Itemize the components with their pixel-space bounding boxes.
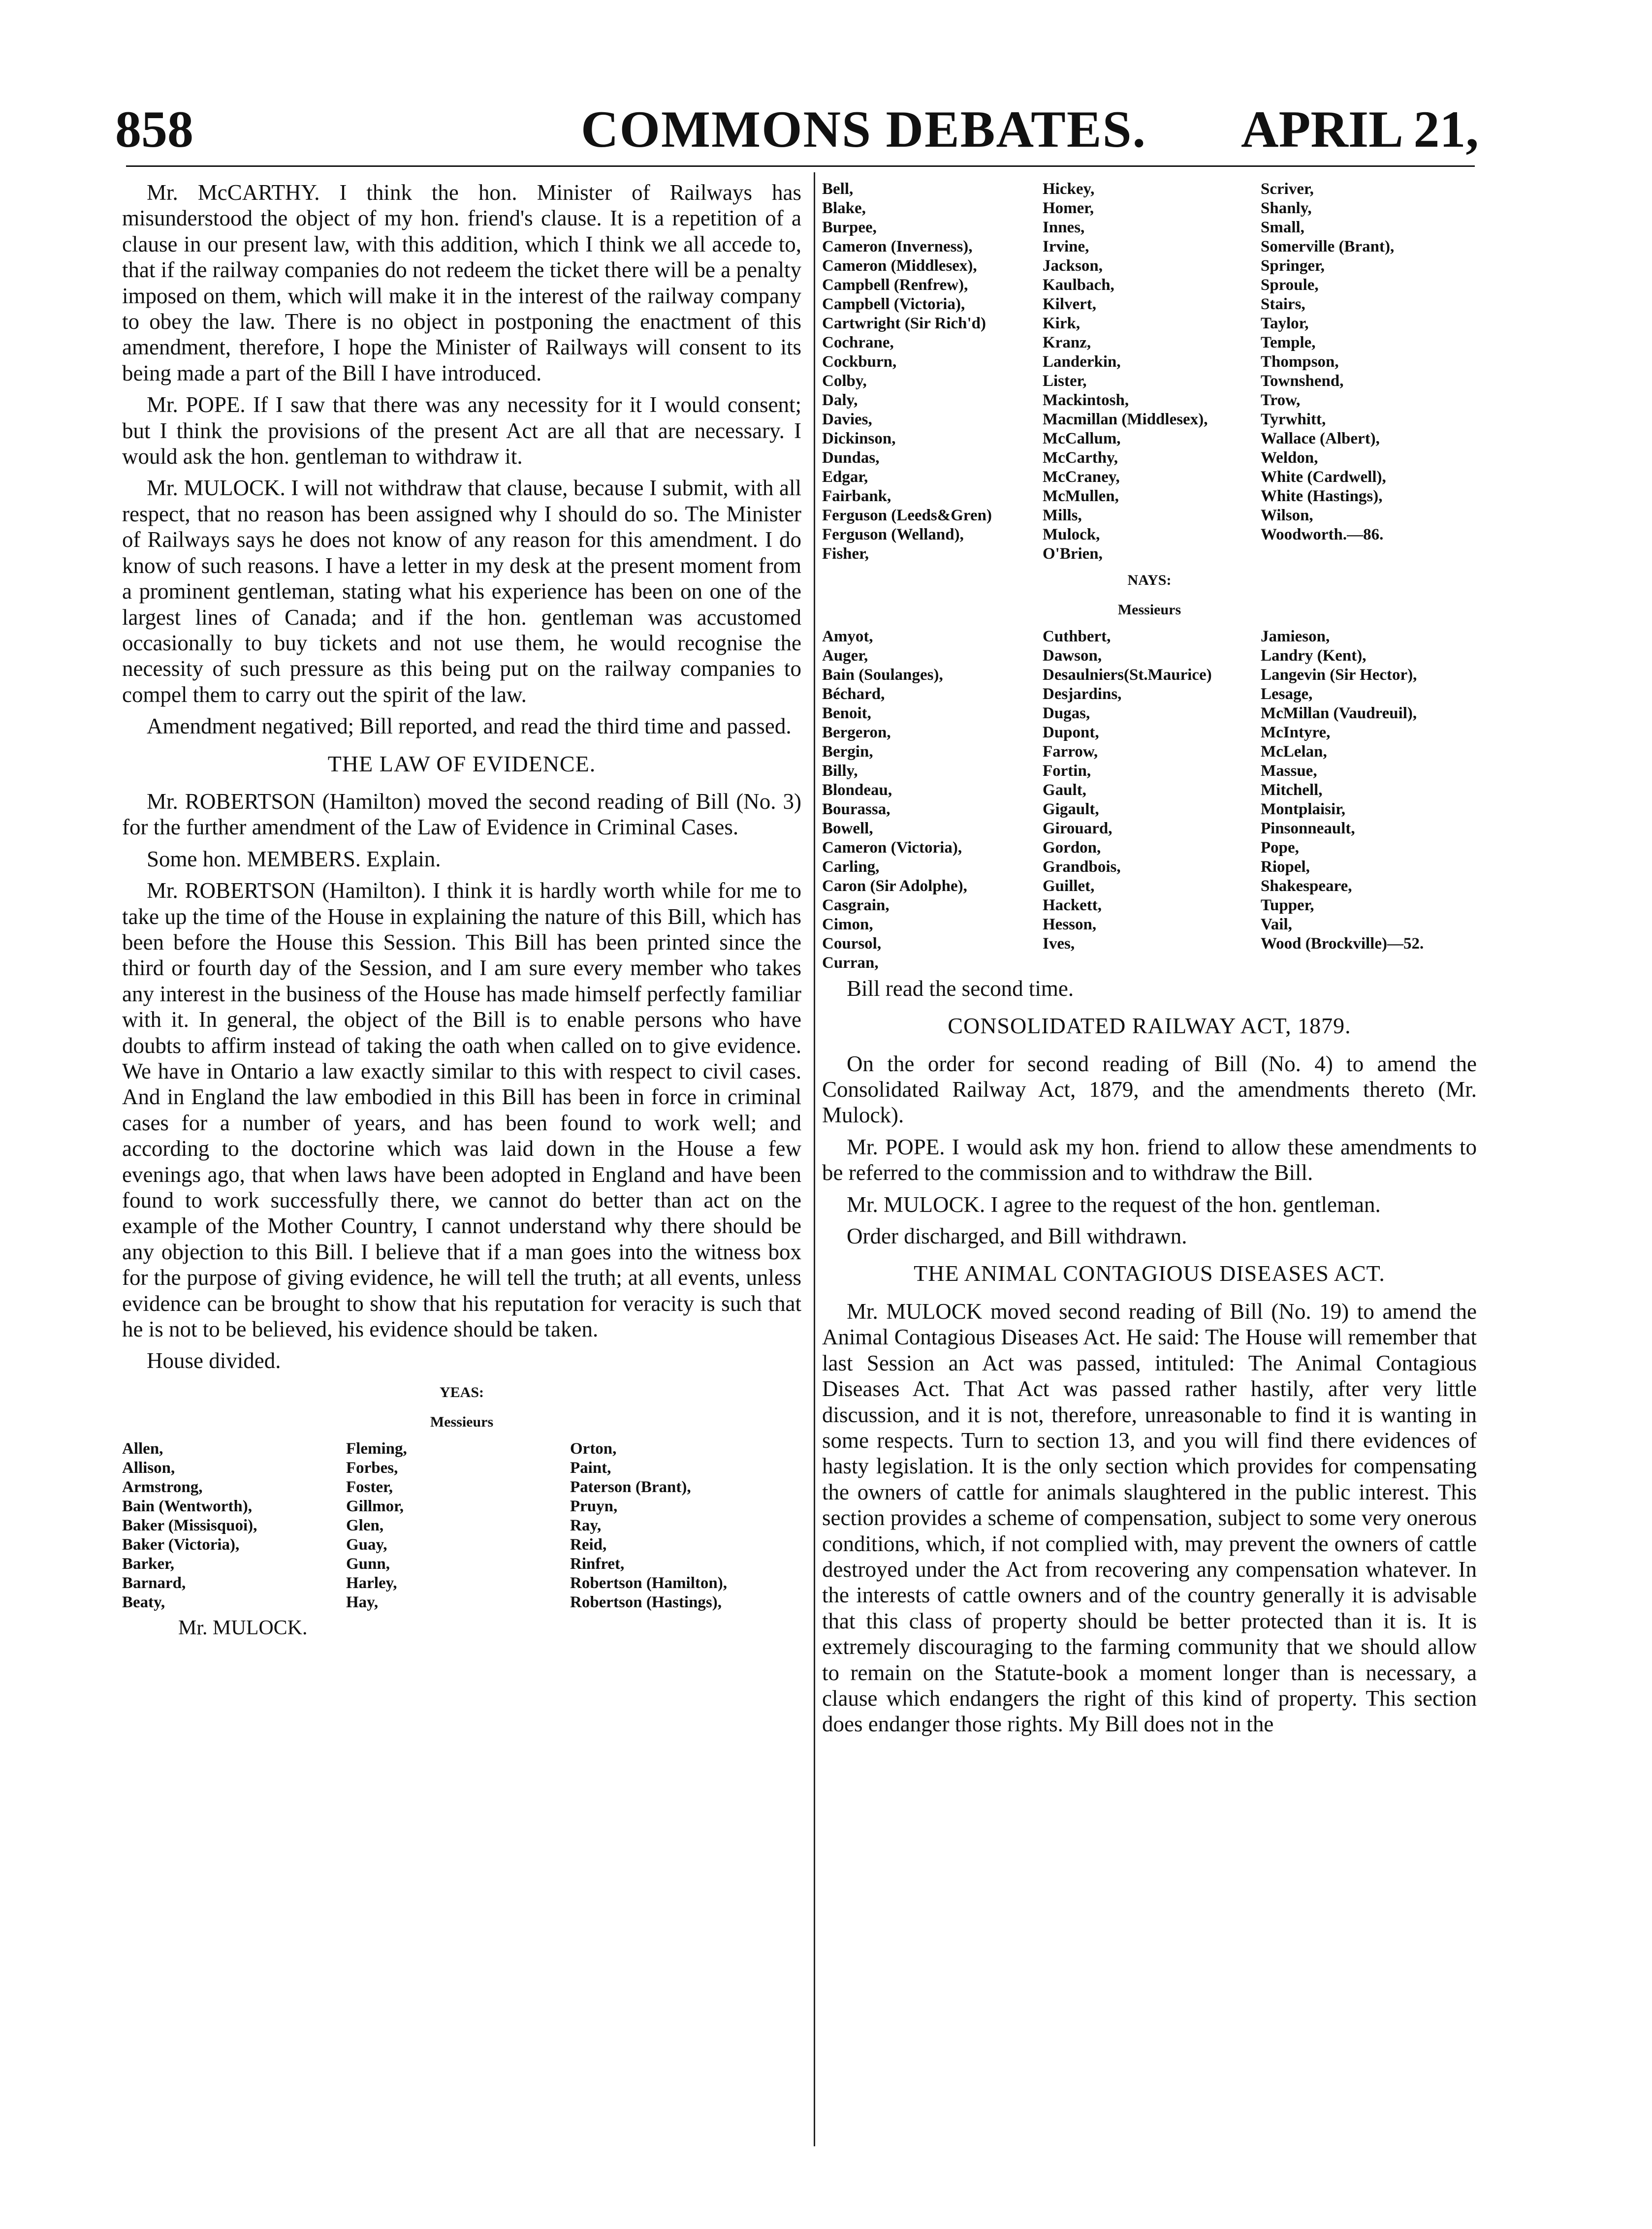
member-name: Benoit, [822, 704, 871, 722]
paragraph: On the order for second reading of Bill (No. 4) to amend the Consolidated Railway Act, 1879, and the amendments thereto (Mr. Mulock). [822, 1051, 1477, 1128]
member-name: Vail, [1261, 915, 1292, 933]
member-name: Woodworth.—86. [1261, 526, 1384, 543]
member-name: Dundas, [822, 449, 880, 467]
yeas-roll [122, 1439, 801, 1612]
paragraph: Mr. McCARTHY. I think the hon. Minister of Railways has misunderstood the object of my hon. friend's clause. It is a repetition of a clause in our present law, with this addition, which I think we all accede to, that if the railway companies do not redeem the ticket there will be a penalty imposed on them, which will make it in the interest of the railway company to obey the law. There is no object in postponing the enactment of this amendment, therefore, I hope the Minister of Railways will consent to its being made a part of the Bill I have introduced. [122, 180, 801, 385]
paragraph: Amendment negatived; Bill reported, and read the third time and passed. [147, 714, 792, 739]
member-name: Hay, [346, 1593, 379, 1611]
member-name: Paterson (Brant), [570, 1478, 691, 1496]
member-name: Cameron (Victoria), [822, 838, 962, 857]
member-name: Barnard, [122, 1574, 186, 1592]
member-name: Auger, [822, 646, 868, 665]
member-name: Landerkin, [1043, 353, 1121, 371]
member-name: Weldon, [1261, 449, 1318, 467]
member-name: Allen, [122, 1439, 163, 1458]
member-name: Pruyn, [570, 1497, 618, 1515]
member-name: Landry (Kent), [1261, 646, 1366, 665]
member-name: Desjardins, [1043, 685, 1122, 703]
member-name: Daly, [822, 391, 858, 409]
member-name: McIntyre, [1261, 723, 1331, 741]
member-name: Irvine, [1043, 238, 1089, 255]
yeas-roll-continued [822, 180, 1477, 564]
member-name: Kaulbach, [1043, 276, 1114, 294]
member-name: Kranz, [1043, 334, 1091, 351]
member-name: Innes, [1043, 219, 1085, 236]
member-name: Béchard, [822, 685, 885, 703]
section-heading: CONSOLIDATED RAILWAY ACT, 1879. [948, 1013, 1351, 1039]
member-name: Glen, [346, 1516, 384, 1534]
page-number: 858 [115, 100, 193, 158]
member-name: Ives, [1043, 934, 1075, 953]
member-name: Robertson (Hamilton), [570, 1574, 727, 1592]
nays-roll [822, 627, 1477, 973]
header-rule [126, 165, 1475, 167]
member-name: Amyot, [822, 627, 873, 645]
member-name: Springer, [1261, 257, 1325, 275]
member-name: Ray, [570, 1516, 602, 1534]
member-name: Hickey, [1043, 180, 1095, 198]
member-name: Tupper, [1261, 896, 1314, 914]
member-name: Wilson, [1261, 507, 1313, 524]
member-name: Davies, [822, 411, 872, 428]
member-name: Cochrane, [822, 334, 894, 351]
member-name: Scriver, [1261, 180, 1314, 198]
yeas-label: YEAS: [439, 1384, 484, 1401]
member-name: Fisher, [822, 545, 869, 563]
left-column [122, 180, 801, 1641]
paragraph: Mr. MULOCK. I agree to the request of the hon. gentleman. [847, 1192, 1381, 1217]
member-name: White (Hastings), [1261, 487, 1383, 505]
member-name: Langevin (Sir Hector), [1261, 666, 1417, 684]
member-name: Mackintosh, [1043, 391, 1129, 409]
member-name: Dawson, [1043, 646, 1102, 665]
member-name: Bourassa, [822, 800, 890, 818]
member-name: Gigault, [1043, 800, 1099, 818]
member-name: Guillet, [1043, 877, 1095, 895]
member-name: Foster, [346, 1478, 393, 1496]
member-name: McMillan (Vaudreuil), [1261, 704, 1417, 722]
member-name: Small, [1261, 219, 1304, 236]
member-name: Shakespeare, [1261, 877, 1352, 895]
member-name: Somerville (Brant), [1261, 238, 1395, 255]
member-name: Dupont, [1043, 723, 1099, 741]
member-name: Forbes, [346, 1459, 398, 1477]
member-name: Farrow, [1043, 742, 1098, 761]
member-name: Allison, [122, 1459, 175, 1477]
member-name: Dugas, [1043, 704, 1090, 722]
member-name: Bergeron, [822, 723, 891, 741]
member-name: Burpee, [822, 219, 877, 236]
member-name: Kirk, [1043, 315, 1080, 332]
member-name: Billy, [822, 762, 858, 780]
paragraph: Mr. ROBERTSON (Hamilton) moved the second reading of Bill (No. 3) for the further amendment of the Law of Evidence in Criminal Cases. [122, 789, 801, 840]
member-name: Hesson, [1043, 915, 1097, 933]
member-name [1261, 954, 1477, 973]
member-name: Wood (Brockville)—52. [1261, 934, 1424, 953]
member-name: Cameron (Middlesex), [822, 257, 977, 275]
footer-speaker: Mr. MULOCK. [178, 1616, 308, 1639]
member-name: Trow, [1261, 391, 1301, 409]
member-name: Lister, [1043, 372, 1087, 390]
member-name: Edgar, [822, 468, 868, 486]
member-name: Stairs, [1261, 295, 1305, 313]
member-name: Ferguson (Leeds&Gren) [822, 507, 992, 524]
member-name: Rinfret, [570, 1555, 625, 1573]
right-column [822, 180, 1477, 1743]
member-name: Beaty, [122, 1593, 165, 1611]
member-name: Grandbois, [1043, 858, 1121, 876]
member-name: Macmillan (Middlesex), [1043, 411, 1208, 428]
member-name [1043, 954, 1261, 973]
member-name: Jamieson, [1261, 627, 1330, 645]
member-name: Girouard, [1043, 819, 1112, 837]
member-name: Mills, [1043, 507, 1082, 524]
member-name: Temple, [1261, 334, 1316, 351]
member-name: Bowell, [822, 819, 873, 837]
member-name: Pinsonneault, [1261, 819, 1355, 837]
member-name: Robertson (Hastings), [570, 1593, 722, 1611]
page-date: APRIL 21, [1241, 100, 1479, 158]
member-name: Baker (Victoria), [122, 1535, 240, 1554]
member-name: Desaulniers(St.Maurice) [1043, 666, 1212, 684]
member-name: Cartwright (Sir Rich'd) [822, 315, 986, 332]
paragraph: Mr. POPE. If I saw that there was any necessity for it I would consent; but I think the provisions of the present Act are all that are necessary. I would ask the hon. gentleman to withdraw it. [122, 392, 801, 469]
member-name: Townshend, [1261, 372, 1344, 390]
member-name: Thompson, [1261, 353, 1339, 371]
paragraph: Mr. MULOCK moved second reading of Bill (No. 19) to amend the Animal Contagious Diseases Act. He said: The House will remember that last Session an Act was passed, intituled: The Animal Contagious Diseases Act. That Act was passed rather hastily, after very little discussion, and it is not, therefore, unreasonable to find it is wanting in some respects. Turn to section 13, and you will find there evidences of hasty legislation. It is the only section which provides for compensating the owners of cattle for animals slaughtered in the public interest. This section provides a scheme of compensation, subject to some very onerous conditions, which, if not complied with, may prevent the owners of cattle destroyed under the Act from recovering any compensation whatever. In the interests of cattle owners and of the country generally it is advisable that this class of property should be better protected than it is. It is extremely discouraging to the farming community that we should allow to remain on the Statute-book a moment longer than is necessary, a clause which endangers the right of this kind of property. This section does endanger those rights. My Bill does not in the [822, 1299, 1477, 1737]
paragraph: Some hon. MEMBERS. Explain. [147, 846, 441, 871]
member-name: Montplaisir, [1261, 800, 1346, 818]
member-name: Wallace (Albert), [1261, 430, 1380, 447]
member-name: Bell, [822, 180, 854, 198]
member-name: Campbell (Renfrew), [822, 276, 968, 294]
member-name: Orton, [570, 1439, 617, 1458]
member-name: Homer, [1043, 199, 1094, 217]
page-title: COMMONS DEBATES. [581, 100, 1147, 158]
member-name: Cameron (Inverness), [822, 238, 973, 255]
member-name: McCarthy, [1043, 449, 1118, 467]
member-name: Reid, [570, 1535, 607, 1554]
member-name: Fleming, [346, 1439, 407, 1458]
messieurs-label: Messieurs [430, 1414, 494, 1431]
paragraph: Mr. ROBERTSON (Hamilton). I think it is hardly worth while for me to take up the time of the House in explaining the nature of this Bill, which has been before the House this Session. This Bill has been printed since the third or fourth day of the Session, and I am sure every member who takes any interest in the business of the House has made himself perfectly familiar with it. In general, the object of the Bill is to enable persons who have doubts to affirm instead of taking the oath when called on to give evidence. We have in Ontario a law exactly similar to this with respect to civil cases. And in England the law embodied in this Bill has been in force in criminal cases for a number of years, and has been found to work well; and according to the doctorine which was laid down in the House a few evenings ago, that when laws have been adopted in England and have been found to work successfully there, we cannot do better than act on the example of the Mother Country, I cannot understand why there should be any objection to this Bill. I believe that if a man goes into the witness box for the purpose of giving evidence, he will tell the truth; at all events, unless evidence can be brought to show that his reputation for veracity is such that he is not to be believed, his evidence should be taken. [122, 878, 801, 1342]
section-heading: THE LAW OF EVIDENCE. [327, 751, 596, 776]
member-name: Shanly, [1261, 199, 1312, 217]
member-name: McLelan, [1261, 742, 1327, 761]
member-name: Casgrain, [822, 896, 890, 914]
member-name: Lesage, [1261, 685, 1313, 703]
member-name: Gault, [1043, 781, 1086, 799]
member-name: White (Cardwell), [1261, 468, 1386, 486]
member-name: Guay, [346, 1535, 387, 1554]
member-name: Blondeau, [822, 781, 892, 799]
member-name: Gordon, [1043, 838, 1101, 857]
paragraph: Mr. MULOCK. I will not withdraw that clause, because I submit, with all respect, that no reason has been assigned why I should do so. The Minister of Railways says he does not know of any reason for this amendment. I do know of such reasons. I have a letter in my desk at the present moment from a prominent gentleman, stating what his experience has been on one of the largest lines of Canada; and if the hon. gentleman was accustomed occasionally to buy tickets and not use them, he would recognise the necessity of such pressure as this being put on the railway companies to compel them to carry out the spirit of the law. [122, 476, 801, 707]
member-name: Bain (Soulanges), [822, 666, 943, 684]
member-name: Cockburn, [822, 353, 897, 371]
nays-label: NAYS: [1127, 572, 1172, 588]
member-name: Ferguson (Welland), [822, 526, 964, 543]
member-name: Pope, [1261, 838, 1299, 857]
member-name: Gillmor, [346, 1497, 404, 1515]
member-name: Gunn, [346, 1555, 390, 1573]
member-name: Kilvert, [1043, 295, 1097, 313]
member-name: Jackson, [1043, 257, 1103, 275]
paragraph: Order discharged, and Bill withdrawn. [847, 1224, 1187, 1249]
member-name: Paint, [570, 1459, 611, 1477]
member-name: Caron (Sir Adolphe), [822, 877, 967, 895]
section-heading: THE ANIMAL CONTAGIOUS DISEASES ACT. [914, 1261, 1385, 1286]
member-name: Bain (Wentworth), [122, 1497, 252, 1515]
member-name: Taylor, [1261, 315, 1309, 332]
member-name: Fortin, [1043, 762, 1091, 780]
member-name: O'Brien, [1043, 545, 1103, 563]
member-name: Riopel, [1261, 858, 1310, 876]
member-name: Mulock, [1043, 526, 1100, 543]
member-name: Massue, [1261, 762, 1317, 780]
member-name: Hackett, [1043, 896, 1102, 914]
paragraph: Bill read the second time. [847, 976, 1074, 1001]
member-name: Blake, [822, 199, 866, 217]
member-name: Dickinson, [822, 430, 896, 447]
member-name: Cuthbert, [1043, 627, 1111, 645]
column-rule [814, 172, 815, 2146]
member-name: McCallum, [1043, 430, 1121, 447]
member-name: Campbell (Victoria), [822, 295, 965, 313]
member-name: Curran, [822, 954, 879, 972]
member-name: McMullen, [1043, 487, 1119, 505]
member-name: Bergin, [822, 742, 873, 761]
messieurs-label: Messieurs [1117, 602, 1181, 618]
member-name: Tyrwhitt, [1261, 411, 1326, 428]
member-name: Armstrong, [122, 1478, 203, 1496]
paragraph: House divided. [147, 1348, 281, 1373]
member-name: Harley, [346, 1574, 397, 1592]
member-name: Barker, [122, 1555, 175, 1573]
member-name: Baker (Missisquoi), [122, 1516, 257, 1534]
member-name: Coursol, [822, 934, 882, 953]
paragraph: Mr. POPE. I would ask my hon. friend to allow these amendments to be referred to the commission and to withdraw the Bill. [822, 1134, 1477, 1185]
member-name: McCraney, [1043, 468, 1120, 486]
member-name [1261, 544, 1477, 564]
member-name: Cimon, [822, 915, 873, 933]
member-name: Sproule, [1261, 276, 1319, 294]
member-name: Mitchell, [1261, 781, 1323, 799]
member-name: Colby, [822, 372, 867, 390]
member-name: Carling, [822, 858, 880, 876]
member-name: Fairbank, [822, 487, 891, 505]
